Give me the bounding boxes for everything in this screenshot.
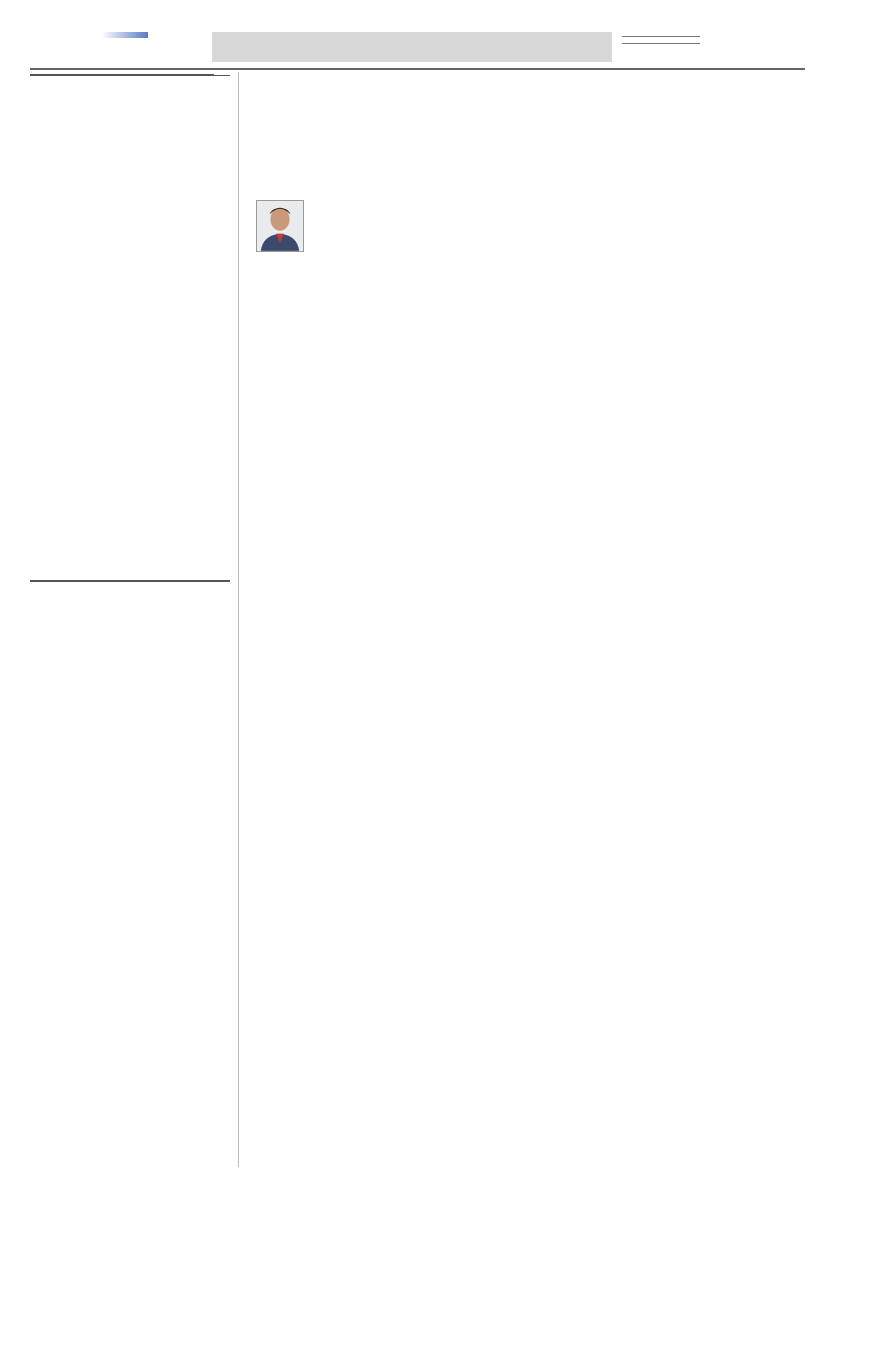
date-english	[622, 37, 700, 44]
section-divider	[30, 580, 230, 582]
editorial-body	[30, 84, 230, 574]
lead-column-2	[466, 200, 666, 332]
editorial	[30, 72, 230, 574]
header-ad-band	[212, 32, 612, 62]
op-ed-body	[30, 592, 230, 1092]
editorial-headline[interactable]	[30, 72, 214, 75]
date-box	[622, 34, 700, 44]
op-ed-child-labour	[30, 592, 230, 1092]
lead-column-1	[256, 200, 456, 900]
logo-english-text	[102, 32, 148, 38]
editorial-subheadline	[30, 75, 230, 76]
masthead	[30, 28, 805, 70]
masthead-divider	[30, 68, 805, 70]
left-column	[30, 72, 230, 1102]
newspaper-logo[interactable]	[30, 32, 150, 68]
column-divider	[238, 72, 239, 1167]
photo-wrap-space	[256, 200, 310, 256]
